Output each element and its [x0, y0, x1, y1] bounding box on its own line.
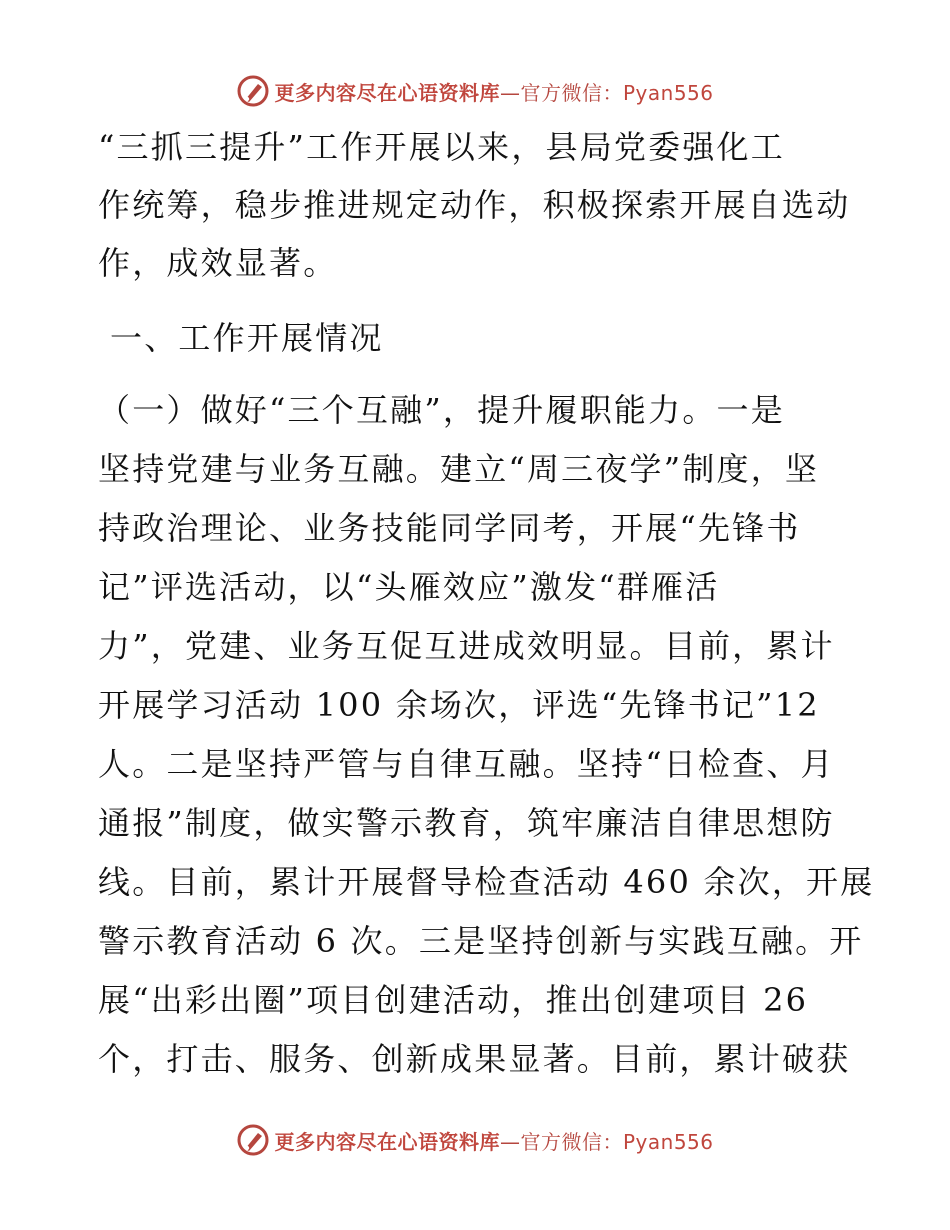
text-line: 人。二是坚持严管与自律互融。坚持“日检查、月 — [98, 745, 835, 783]
watermark-separator: — — [499, 1129, 521, 1154]
text-line: 持政治理论、业务技能同学同考，开展“先锋书 — [98, 509, 801, 547]
text-line: 警示教育活动 6 次。三是坚持创新与实践互融。开 — [98, 922, 864, 960]
text-line: 通报”制度，做实警示教育，筑牢廉洁自律思想防 — [98, 804, 835, 842]
text-line: 力”，党建、业务互促互进成效明显。目前，累计 — [98, 627, 835, 665]
watermark-official: 官方微信： — [520, 80, 623, 105]
watermark-official: 官方微信： — [520, 1129, 623, 1154]
text-line: 线。目前，累计开展督导检查活动 460 余次，开展 — [98, 863, 875, 901]
watermark-brand: 更多内容尽在心语资料库 — [274, 1129, 500, 1154]
text-line: 记”评选活动，以“头雁效应”激发“群雁活 — [98, 568, 720, 606]
watermark-handle: Pyan556 — [622, 1129, 714, 1154]
text-line: 作统筹，稳步推进规定动作，积极探索开展自选动 — [98, 186, 851, 224]
text-line: “三抓三提升”工作开展以来，县局党委强化工 — [98, 128, 785, 166]
text-line: 开展学习活动 100 余场次，评选“先锋书记”12 — [98, 686, 820, 724]
watermark-separator: — — [499, 80, 521, 105]
pen-logo-icon — [236, 74, 270, 108]
watermark-text — [274, 77, 713, 106]
text-line: 个，打击、服务、创新成果显著。目前，累计破获 — [98, 1040, 851, 1078]
watermark-brand: 更多内容尽在心语资料库 — [274, 80, 500, 105]
text-line: （一）做好“三个互融”，提升履职能力。一是 — [98, 391, 785, 429]
section-heading: 一、工作开展情况 — [110, 319, 384, 357]
watermark-header — [0, 71, 950, 111]
watermark-footer — [0, 1120, 950, 1160]
text-line: 坚持党建与业务互融。建立“周三夜学”制度，坚 — [98, 450, 820, 488]
watermark-text — [274, 1126, 713, 1155]
text-line: 作，成效显著。 — [98, 244, 338, 282]
pen-logo-icon — [236, 1123, 270, 1157]
text-line: 展“出彩出圈”项目创建活动，推出创建项目 26 — [98, 981, 809, 1019]
watermark-handle: Pyan556 — [622, 80, 714, 105]
